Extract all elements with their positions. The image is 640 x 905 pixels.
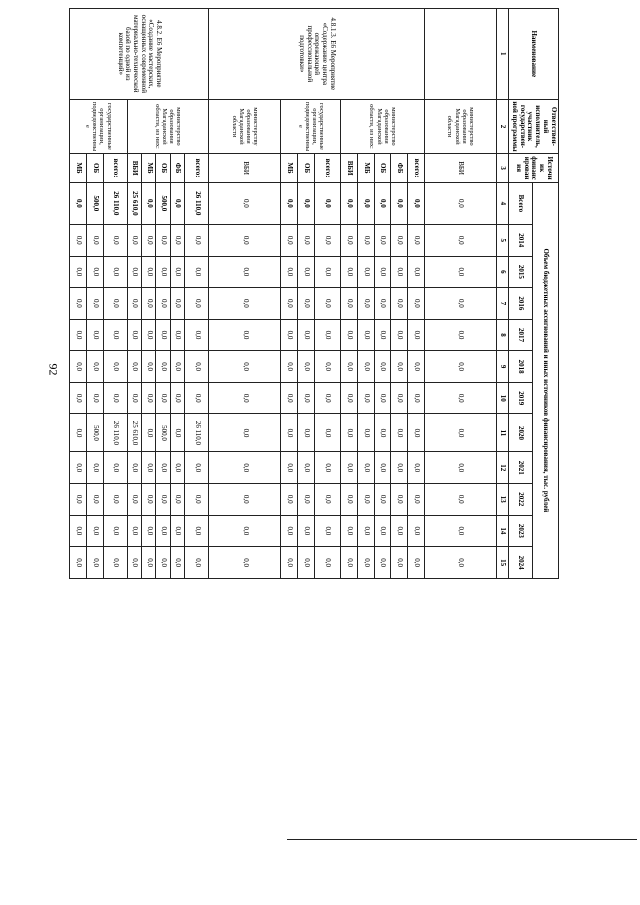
year-value-cell: 0,0 <box>314 452 340 484</box>
column-number: 13 <box>497 484 509 516</box>
year-value-cell: 0,0 <box>142 515 156 547</box>
header-volume: Объем бюджетных ассигнований и иных источников финансирования, тыс. рублей <box>533 182 559 578</box>
year-value-cell: 0,0 <box>209 319 281 351</box>
year-value-cell: 0,0 <box>86 515 103 547</box>
year-value-cell: 0,0 <box>314 351 340 383</box>
year-value-cell: 0,0 <box>185 351 209 383</box>
year-value-cell: 0,0 <box>374 452 391 484</box>
year-value-cell: 0,0 <box>297 319 314 351</box>
year-value-cell: 0,0 <box>425 547 497 579</box>
year-value-cell: 0,0 <box>391 382 408 414</box>
source-cell: ОБ <box>156 154 170 182</box>
total-cell: 26 110,0 <box>185 182 209 224</box>
column-number: 1 <box>497 9 509 100</box>
year-value-cell: 0,0 <box>374 382 391 414</box>
year-value-cell: 0,0 <box>70 224 87 256</box>
year-value-cell: 0,0 <box>170 351 184 383</box>
year-value-cell: 0,0 <box>170 288 184 320</box>
year-value-cell: 0,0 <box>281 515 298 547</box>
source-cell: ОБ <box>297 154 314 182</box>
year-value-cell: 0,0 <box>127 256 141 288</box>
year-value-cell: 0,0 <box>142 452 156 484</box>
year-value-cell: 0,0 <box>281 319 298 351</box>
year-value-cell: 0,0 <box>127 382 141 414</box>
year-value-cell: 0,0 <box>170 319 184 351</box>
year-value-cell: 0,0 <box>341 351 358 383</box>
column-number: 6 <box>497 256 509 288</box>
year-value-cell: 0,0 <box>341 382 358 414</box>
year-value-cell: 0,0 <box>70 256 87 288</box>
year-value-cell: 0,0 <box>156 288 170 320</box>
year-value-cell: 0,0 <box>408 382 425 414</box>
year-value-cell: 0,0 <box>357 414 374 452</box>
year-value-cell: 0,0 <box>374 351 391 383</box>
year-value-cell: 0,0 <box>170 224 184 256</box>
source-cell: МБ <box>142 154 156 182</box>
year-value-cell: 0,0 <box>185 452 209 484</box>
responsible-cell: государственные организации, подведомственные <box>70 99 128 154</box>
year-value-cell: 0,0 <box>357 319 374 351</box>
table-row <box>408 9 425 579</box>
header-year: 2024 <box>509 547 533 579</box>
page-number: 92 <box>46 363 61 376</box>
source-cell: МБ <box>70 154 87 182</box>
year-value-cell: 0,0 <box>297 224 314 256</box>
year-value-cell: 0,0 <box>374 414 391 452</box>
year-value-cell: 0,0 <box>170 515 184 547</box>
year-value-cell: 0,0 <box>142 319 156 351</box>
year-value-cell: 0,0 <box>408 515 425 547</box>
year-value-cell: 0,0 <box>156 319 170 351</box>
year-value-cell: 0,0 <box>281 224 298 256</box>
year-value-cell: 0,0 <box>391 256 408 288</box>
year-value-cell: 0,0 <box>209 382 281 414</box>
year-value-cell: 0,0 <box>374 319 391 351</box>
year-value-cell: 0,0 <box>170 256 184 288</box>
year-value-cell: 0,0 <box>281 547 298 579</box>
column-number: 11 <box>497 414 509 452</box>
source-cell: ВБИ <box>209 154 281 182</box>
year-value-cell: 0,0 <box>281 414 298 452</box>
year-value-cell: 0,0 <box>341 256 358 288</box>
year-value-cell: 0,0 <box>314 288 340 320</box>
year-value-cell: 0,0 <box>103 484 127 516</box>
year-value-cell: 0,0 <box>170 452 184 484</box>
total-cell: 0,0 <box>425 182 497 224</box>
column-number: 10 <box>497 382 509 414</box>
year-value-cell: 0,0 <box>142 351 156 383</box>
header-total: Всего <box>509 182 533 224</box>
header-year: 2014 <box>509 224 533 256</box>
total-cell: 0,0 <box>314 182 340 224</box>
year-value-cell: 0,0 <box>103 382 127 414</box>
year-value-cell: 0,0 <box>142 288 156 320</box>
year-value-cell: 0,0 <box>127 288 141 320</box>
column-number: 15 <box>497 547 509 579</box>
year-value-cell: 0,0 <box>281 351 298 383</box>
year-value-cell: 0,0 <box>127 515 141 547</box>
year-value-cell: 0,0 <box>103 515 127 547</box>
year-value-cell: 0,0 <box>156 256 170 288</box>
year-value-cell: 0,0 <box>281 484 298 516</box>
year-value-cell: 0,0 <box>70 515 87 547</box>
source-cell: ОБ <box>374 154 391 182</box>
financing-table <box>69 8 559 579</box>
year-value-cell: 0,0 <box>185 319 209 351</box>
year-value-cell: 0,0 <box>357 256 374 288</box>
source-cell: всего: <box>103 154 127 182</box>
year-value-cell: 0,0 <box>357 484 374 516</box>
year-value-cell: 0,0 <box>425 351 497 383</box>
year-value-cell: 0,0 <box>127 351 141 383</box>
year-value-cell: 0,0 <box>281 382 298 414</box>
header-year: 2016 <box>509 288 533 320</box>
year-value-cell: 0,0 <box>391 224 408 256</box>
header-responsible: Ответствен-ный исполнитель, участник государствен-ной программы <box>509 99 559 154</box>
year-value-cell: 0,0 <box>86 319 103 351</box>
year-value-cell: 0,0 <box>425 288 497 320</box>
year-value-cell: 500,0 <box>86 414 103 452</box>
year-value-cell: 0,0 <box>209 256 281 288</box>
year-value-cell: 0,0 <box>391 515 408 547</box>
year-value-cell: 0,0 <box>127 319 141 351</box>
year-value-cell: 0,0 <box>374 288 391 320</box>
total-cell: 0,0 <box>408 182 425 224</box>
year-value-cell: 0,0 <box>341 515 358 547</box>
table-row <box>425 9 497 579</box>
year-value-cell: 0,0 <box>127 452 141 484</box>
year-value-cell: 0,0 <box>86 351 103 383</box>
source-cell: ФБ <box>391 154 408 182</box>
year-value-cell: 0,0 <box>185 484 209 516</box>
year-value-cell: 0,0 <box>374 224 391 256</box>
total-cell: 0,0 <box>281 182 298 224</box>
column-number: 9 <box>497 351 509 383</box>
year-value-cell: 0,0 <box>209 288 281 320</box>
year-value-cell: 0,0 <box>408 224 425 256</box>
year-value-cell: 0,0 <box>297 452 314 484</box>
year-value-cell: 0,0 <box>374 547 391 579</box>
header-name: Наименование <box>509 9 559 100</box>
year-value-cell: 0,0 <box>391 319 408 351</box>
year-value-cell: 26 110,0 <box>185 414 209 452</box>
column-number: 12 <box>497 452 509 484</box>
year-value-cell: 0,0 <box>314 382 340 414</box>
year-value-cell: 0,0 <box>209 452 281 484</box>
header-year: 2015 <box>509 256 533 288</box>
year-value-cell: 0,0 <box>127 547 141 579</box>
year-value-cell: 0,0 <box>297 484 314 516</box>
year-value-cell: 0,0 <box>170 382 184 414</box>
total-cell: 26 110,0 <box>103 182 127 224</box>
year-value-cell: 0,0 <box>297 256 314 288</box>
year-value-cell: 0,0 <box>70 382 87 414</box>
year-value-cell: 0,0 <box>341 288 358 320</box>
column-number: 4 <box>497 182 509 224</box>
year-value-cell: 0,0 <box>170 484 184 516</box>
year-value-cell: 0,0 <box>425 484 497 516</box>
year-value-cell: 0,0 <box>103 547 127 579</box>
year-value-cell: 0,0 <box>185 224 209 256</box>
year-value-cell: 0,0 <box>70 547 87 579</box>
source-cell: всего: <box>314 154 340 182</box>
year-value-cell: 0,0 <box>425 224 497 256</box>
year-value-cell: 0,0 <box>341 484 358 516</box>
year-value-cell: 0,0 <box>357 452 374 484</box>
year-value-cell: 0,0 <box>127 484 141 516</box>
year-value-cell: 0,0 <box>391 484 408 516</box>
year-value-cell: 0,0 <box>425 452 497 484</box>
year-value-cell: 0,0 <box>425 256 497 288</box>
year-value-cell: 0,0 <box>142 224 156 256</box>
year-value-cell: 0,0 <box>156 547 170 579</box>
year-value-cell: 0,0 <box>408 547 425 579</box>
year-value-cell: 0,0 <box>142 547 156 579</box>
header-year: 2022 <box>509 484 533 516</box>
year-value-cell: 0,0 <box>297 515 314 547</box>
year-value-cell: 0,0 <box>142 256 156 288</box>
year-value-cell: 0,0 <box>142 382 156 414</box>
year-value-cell: 0,0 <box>209 547 281 579</box>
responsible-cell: министерство образования Магаданской области, из них: <box>127 99 209 154</box>
year-value-cell: 0,0 <box>185 515 209 547</box>
responsible-cell: министерство образования Магаданской области <box>425 99 497 154</box>
year-value-cell: 0,0 <box>170 414 184 452</box>
header-year: 2021 <box>509 452 533 484</box>
year-value-cell: 0,0 <box>408 351 425 383</box>
year-value-cell: 0,0 <box>314 224 340 256</box>
year-value-cell: 0,0 <box>86 547 103 579</box>
year-value-cell: 0,0 <box>209 414 281 452</box>
year-value-cell: 0,0 <box>314 547 340 579</box>
year-value-cell: 0,0 <box>314 484 340 516</box>
measure-name-cell: 4.8.2. Е6 Мероприятие «Создание мастерских, оснащенных современной материально-технической базой по одной из компетенций» <box>70 9 209 100</box>
year-value-cell: 0,0 <box>70 288 87 320</box>
footer-rule <box>287 839 637 840</box>
year-value-cell: 0,0 <box>391 547 408 579</box>
header-year: 2023 <box>509 515 533 547</box>
rotated-table-container <box>69 8 559 579</box>
year-value-cell: 0,0 <box>391 288 408 320</box>
year-value-cell: 0,0 <box>86 288 103 320</box>
year-value-cell: 0,0 <box>391 414 408 452</box>
year-value-cell: 0,0 <box>374 484 391 516</box>
year-value-cell: 0,0 <box>357 224 374 256</box>
year-value-cell: 0,0 <box>425 382 497 414</box>
year-value-cell: 0,0 <box>425 515 497 547</box>
year-value-cell: 0,0 <box>374 256 391 288</box>
year-value-cell: 0,0 <box>357 515 374 547</box>
year-value-cell: 0,0 <box>185 547 209 579</box>
year-value-cell: 0,0 <box>297 288 314 320</box>
year-value-cell: 0,0 <box>357 382 374 414</box>
source-cell: МБ <box>281 154 298 182</box>
year-value-cell: 0,0 <box>314 256 340 288</box>
year-value-cell: 0,0 <box>170 547 184 579</box>
year-value-cell: 0,0 <box>86 452 103 484</box>
total-cell: 0,0 <box>297 182 314 224</box>
year-value-cell: 0,0 <box>86 382 103 414</box>
year-value-cell: 0,0 <box>209 484 281 516</box>
year-value-cell: 0,0 <box>70 484 87 516</box>
year-value-cell: 0,0 <box>185 382 209 414</box>
year-value-cell: 0,0 <box>425 319 497 351</box>
source-cell: всего: <box>185 154 209 182</box>
header-year: 2017 <box>509 319 533 351</box>
year-value-cell: 0,0 <box>103 256 127 288</box>
year-value-cell: 0,0 <box>314 414 340 452</box>
year-value-cell: 0,0 <box>185 288 209 320</box>
source-cell: ВБИ <box>127 154 141 182</box>
year-value-cell: 26 110,0 <box>103 414 127 452</box>
total-cell: 0,0 <box>341 182 358 224</box>
year-value-cell: 0,0 <box>341 414 358 452</box>
year-value-cell: 0,0 <box>103 319 127 351</box>
year-value-cell: 0,0 <box>103 224 127 256</box>
year-value-cell: 0,0 <box>357 288 374 320</box>
year-value-cell: 0,0 <box>103 351 127 383</box>
year-value-cell: 0,0 <box>341 547 358 579</box>
measure-name-cell <box>425 9 497 100</box>
year-value-cell: 0,0 <box>281 256 298 288</box>
year-value-cell: 0,0 <box>391 351 408 383</box>
year-value-cell: 0,0 <box>297 547 314 579</box>
measure-name-cell: 4.8.1.3. Е6 Мероприятие «Содержание центра опережающей профессиональной подготовки» <box>209 9 425 100</box>
source-cell: ВБИ <box>425 154 497 182</box>
year-value-cell: 0,0 <box>408 319 425 351</box>
year-value-cell: 0,0 <box>156 382 170 414</box>
year-value-cell: 0,0 <box>185 256 209 288</box>
year-value-cell: 0,0 <box>103 452 127 484</box>
year-value-cell: 0,0 <box>357 351 374 383</box>
year-value-cell: 0,0 <box>314 319 340 351</box>
year-value-cell: 0,0 <box>341 224 358 256</box>
year-value-cell: 0,0 <box>142 484 156 516</box>
year-value-cell: 0,0 <box>127 224 141 256</box>
year-value-cell: 0,0 <box>408 288 425 320</box>
year-value-cell: 0,0 <box>297 382 314 414</box>
total-cell: 0,0 <box>70 182 87 224</box>
year-value-cell: 0,0 <box>156 224 170 256</box>
header-year: 2018 <box>509 351 533 383</box>
header-year: 2020 <box>509 414 533 452</box>
header-source: Источник финансирования <box>509 154 559 182</box>
column-number: 3 <box>497 154 509 182</box>
table-row <box>185 9 209 579</box>
year-value-cell: 0,0 <box>314 515 340 547</box>
year-value-cell: 0,0 <box>374 515 391 547</box>
year-value-cell: 0,0 <box>156 452 170 484</box>
year-value-cell: 500,0 <box>156 414 170 452</box>
total-cell: 0,0 <box>142 182 156 224</box>
column-number: 7 <box>497 288 509 320</box>
responsible-cell: министерству образования Магаданской области <box>209 99 281 154</box>
year-value-cell: 0,0 <box>103 288 127 320</box>
total-cell: 0,0 <box>170 182 184 224</box>
year-value-cell: 0,0 <box>408 256 425 288</box>
year-value-cell: 0,0 <box>86 256 103 288</box>
year-value-cell: 0,0 <box>357 547 374 579</box>
year-value-cell: 0,0 <box>209 351 281 383</box>
year-value-cell: 0,0 <box>209 515 281 547</box>
source-cell: ВБИ <box>341 154 358 182</box>
year-value-cell: 0,0 <box>209 224 281 256</box>
year-value-cell: 0,0 <box>391 452 408 484</box>
total-cell: 0,0 <box>391 182 408 224</box>
year-value-cell: 0,0 <box>408 414 425 452</box>
column-number: 8 <box>497 319 509 351</box>
source-cell: всего: <box>408 154 425 182</box>
table-body <box>70 9 497 579</box>
year-value-cell: 0,0 <box>408 484 425 516</box>
total-cell: 0,0 <box>209 182 281 224</box>
column-numbers-row <box>497 9 509 579</box>
year-value-cell: 0,0 <box>86 484 103 516</box>
year-value-cell: 0,0 <box>70 351 87 383</box>
year-value-cell: 0,0 <box>70 414 87 452</box>
source-cell: МБ <box>357 154 374 182</box>
year-value-cell: 0,0 <box>156 351 170 383</box>
year-value-cell: 0,0 <box>70 452 87 484</box>
total-cell: 0,0 <box>374 182 391 224</box>
year-value-cell: 25 610,0 <box>127 414 141 452</box>
column-number: 5 <box>497 224 509 256</box>
year-value-cell: 0,0 <box>142 414 156 452</box>
year-value-cell: 0,0 <box>281 288 298 320</box>
year-value-cell: 0,0 <box>156 484 170 516</box>
source-cell: ФБ <box>170 154 184 182</box>
year-value-cell: 0,0 <box>70 319 87 351</box>
year-value-cell: 0,0 <box>341 319 358 351</box>
column-number: 14 <box>497 515 509 547</box>
total-cell: 25 610,0 <box>127 182 141 224</box>
year-value-cell: 0,0 <box>425 414 497 452</box>
year-value-cell: 0,0 <box>297 351 314 383</box>
responsible-cell: государственные организации, подведомственные <box>281 99 341 154</box>
year-value-cell: 0,0 <box>408 452 425 484</box>
year-value-cell: 0,0 <box>297 414 314 452</box>
year-value-cell: 0,0 <box>86 224 103 256</box>
header-year: 2019 <box>509 382 533 414</box>
responsible-cell: министерство образования Магаданской области, из них: <box>341 99 425 154</box>
source-cell: ОБ <box>86 154 103 182</box>
year-value-cell: 0,0 <box>341 452 358 484</box>
year-value-cell: 0,0 <box>281 452 298 484</box>
total-cell: 500,0 <box>86 182 103 224</box>
column-number: 2 <box>497 99 509 154</box>
total-cell: 0,0 <box>357 182 374 224</box>
year-value-cell: 0,0 <box>156 515 170 547</box>
total-cell: 500,0 <box>156 182 170 224</box>
